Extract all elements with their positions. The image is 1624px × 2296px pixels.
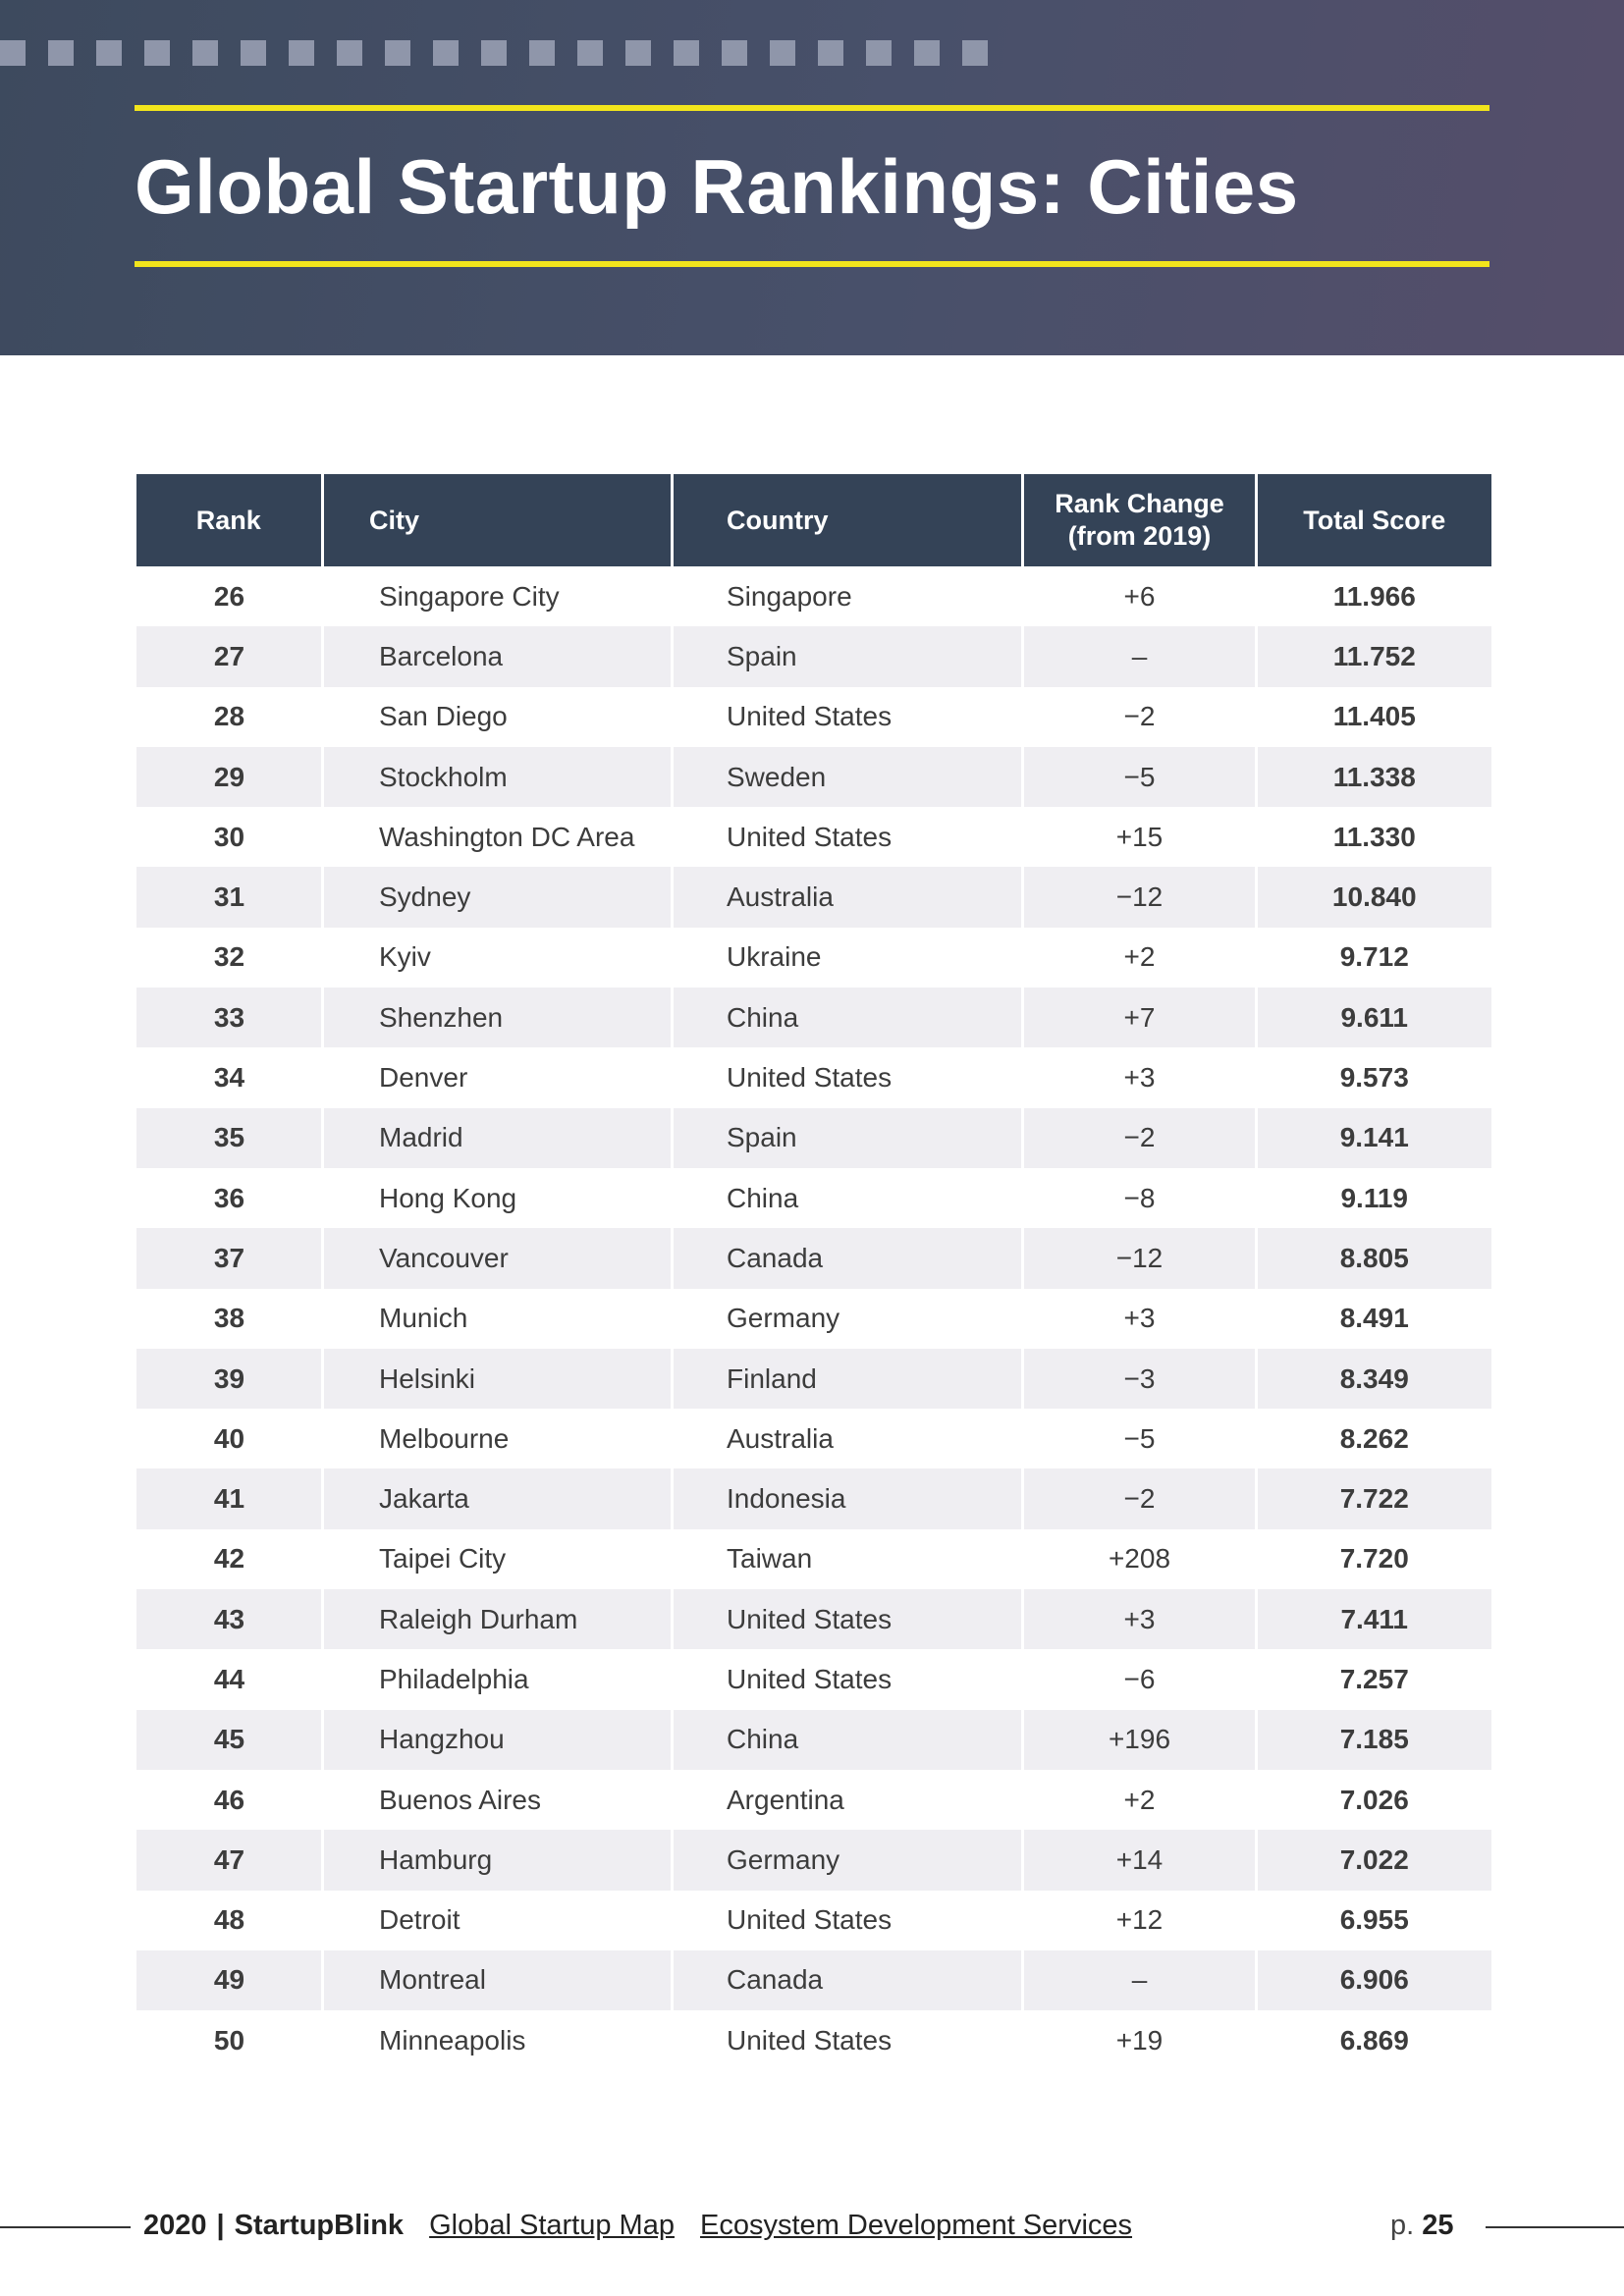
- footer: [143, 2208, 1132, 2243]
- decorative-square: [962, 40, 988, 66]
- total-score-cell: 9.119: [1340, 1182, 1409, 1213]
- city-cell: Vancouver: [323, 1228, 673, 1288]
- total-score-cell: 7.185: [1257, 1710, 1491, 1770]
- total-score-cell: 7.257: [1339, 1663, 1409, 1694]
- country-cell: Canada: [673, 1228, 1023, 1288]
- rank-cell: 34: [213, 1062, 245, 1094]
- country-cell: United States: [727, 1904, 893, 1936]
- rank-change-sublabel: (from 2019): [1067, 521, 1212, 551]
- footer-brand: StartupBlink: [234, 2210, 405, 2241]
- rank-cell: 32: [213, 941, 245, 973]
- total-score-cell: 11.338: [1257, 747, 1491, 807]
- country-cell: Spain: [673, 626, 1023, 686]
- city-cell: Melbourne: [379, 1422, 510, 1454]
- rank-cell: 28: [213, 701, 245, 732]
- city-cell: Raleigh Durham: [323, 1589, 673, 1649]
- rank-change-cell: +6: [1123, 580, 1156, 612]
- decorative-square: [433, 40, 459, 66]
- column-header-rank: Rank: [136, 474, 323, 566]
- table-row: [136, 1409, 1491, 1468]
- rank-cell: 38: [213, 1303, 245, 1334]
- rank-change-cell: +14: [1023, 1830, 1257, 1890]
- rank-change-label: Rank Change: [1055, 489, 1224, 518]
- total-score-cell: 6.869: [1339, 2024, 1409, 2056]
- country-cell: United States: [727, 701, 893, 732]
- rank-cell: 41: [136, 1468, 323, 1528]
- decorative-square: [96, 40, 122, 66]
- rank-change-cell: +2: [1123, 1784, 1156, 1815]
- city-cell: Denver: [379, 1062, 468, 1094]
- footer-rule-right: [1486, 2226, 1624, 2228]
- rank-cell: 44: [213, 1663, 245, 1694]
- total-score-cell: 9.141: [1257, 1108, 1491, 1168]
- page-title: Global Startup Rankings: Cities: [135, 143, 1299, 230]
- page-number: [1390, 2208, 1454, 2243]
- table-row: [136, 988, 1491, 1047]
- decorative-square: [337, 40, 362, 66]
- decorative-square: [866, 40, 892, 66]
- table-row: [136, 687, 1491, 747]
- total-score-cell: 7.411: [1257, 1589, 1491, 1649]
- ecosystem-development-services-link[interactable]: Ecosystem Development Services: [700, 2210, 1133, 2241]
- rank-cell: 40: [213, 1422, 245, 1454]
- column-header-total-score: Total Score: [1257, 474, 1491, 566]
- country-cell: Germany: [727, 1303, 840, 1334]
- city-cell: Hamburg: [323, 1830, 673, 1890]
- decorative-square: [770, 40, 795, 66]
- column-header-rank-change: [1023, 474, 1257, 566]
- total-score-cell: 7.026: [1339, 1784, 1409, 1815]
- country-cell: Spain: [673, 1108, 1023, 1168]
- total-score-cell: 6.906: [1257, 1950, 1491, 2010]
- table-row: [136, 1649, 1491, 1709]
- city-cell: Shenzhen: [323, 988, 673, 1047]
- city-cell: Barcelona: [323, 626, 673, 686]
- table-row: [136, 867, 1491, 927]
- rank-cell: 33: [136, 988, 323, 1047]
- total-score-cell: 8.262: [1339, 1422, 1409, 1454]
- rank-cell: 47: [136, 1830, 323, 1890]
- country-cell: China: [727, 1182, 799, 1213]
- column-header-country: Country: [673, 474, 1023, 566]
- total-score-cell: 8.805: [1257, 1228, 1491, 1288]
- country-cell: United States: [673, 1589, 1023, 1649]
- country-cell: China: [673, 1710, 1023, 1770]
- table-row: [136, 1349, 1491, 1409]
- total-score-cell: 11.330: [1332, 821, 1416, 852]
- decorative-square: [529, 40, 555, 66]
- table-row: [136, 1529, 1491, 1589]
- rank-cell: 49: [136, 1950, 323, 2010]
- decorative-square: [144, 40, 170, 66]
- total-score-cell: 10.840: [1257, 867, 1491, 927]
- rank-change-cell: −5: [1023, 747, 1257, 807]
- total-score-cell: 9.573: [1339, 1062, 1409, 1094]
- decorative-square: [48, 40, 74, 66]
- decorative-square: [0, 40, 26, 66]
- global-startup-map-link[interactable]: Global Startup Map: [429, 2210, 675, 2241]
- rank-change-cell: +7: [1023, 988, 1257, 1047]
- table-row: [136, 1168, 1491, 1228]
- decorative-square: [289, 40, 314, 66]
- page-number-prefix: p.: [1390, 2210, 1415, 2241]
- decorative-square: [192, 40, 218, 66]
- table-row: [136, 566, 1491, 626]
- country-cell: Australia: [673, 867, 1023, 927]
- table-row: [136, 1289, 1491, 1349]
- total-score-cell: 9.712: [1339, 941, 1409, 973]
- city-cell: Hangzhou: [323, 1710, 673, 1770]
- table-row: [136, 1830, 1491, 1890]
- rank-change-cell: −6: [1123, 1663, 1156, 1694]
- city-cell: Madrid: [323, 1108, 673, 1168]
- rank-change-cell: +2: [1123, 941, 1156, 973]
- rank-cell: 42: [213, 1543, 245, 1575]
- country-cell: Sweden: [673, 747, 1023, 807]
- decorative-squares: [0, 40, 988, 66]
- country-cell: Germany: [673, 1830, 1023, 1890]
- city-cell: Montreal: [323, 1950, 673, 2010]
- decorative-square: [674, 40, 699, 66]
- rank-cell: 43: [136, 1589, 323, 1649]
- total-score-cell: 8.491: [1339, 1303, 1409, 1334]
- city-cell: Kyiv: [379, 941, 431, 973]
- rank-cell: 31: [136, 867, 323, 927]
- country-cell: Argentina: [727, 1784, 844, 1815]
- title-rule-top: [135, 105, 1489, 111]
- rank-change-cell: +3: [1023, 1589, 1257, 1649]
- rank-cell: 37: [136, 1228, 323, 1288]
- rank-cell: 46: [213, 1784, 245, 1815]
- country-cell: China: [673, 988, 1023, 1047]
- rank-cell: 45: [136, 1710, 323, 1770]
- city-cell: Washington DC Area: [379, 821, 635, 852]
- rank-change-cell: +196: [1023, 1710, 1257, 1770]
- total-score-cell: 6.955: [1339, 1904, 1409, 1936]
- country-cell: Australia: [727, 1422, 834, 1454]
- total-score-cell: 11.405: [1332, 701, 1416, 732]
- table-header-row: [136, 474, 1491, 566]
- city-cell: Sydney: [323, 867, 673, 927]
- city-cell: Philadelphia: [379, 1663, 529, 1694]
- table-row: [136, 626, 1491, 686]
- footer-rule-left: [0, 2226, 131, 2228]
- rank-cell: 48: [213, 1904, 245, 1936]
- total-score-cell: 7.722: [1257, 1468, 1491, 1528]
- rank-cell: 39: [136, 1349, 323, 1409]
- rank-change-cell: –: [1023, 1950, 1257, 2010]
- country-cell: United States: [727, 1663, 893, 1694]
- table-body: [136, 566, 1491, 2070]
- city-cell: Hong Kong: [379, 1182, 517, 1213]
- table-row: [136, 747, 1491, 807]
- rank-change-cell: −8: [1123, 1182, 1156, 1213]
- decorative-square: [481, 40, 507, 66]
- rank-cell: 36: [213, 1182, 245, 1213]
- rankings-table: [135, 474, 1491, 2070]
- header-banner: [0, 0, 1624, 355]
- rank-cell: 50: [213, 2024, 245, 2056]
- table-row: [136, 1950, 1491, 2010]
- city-cell: Munich: [379, 1303, 468, 1334]
- table-row: [136, 1468, 1491, 1528]
- decorative-square: [577, 40, 603, 66]
- country-cell: United States: [727, 2024, 893, 2056]
- total-score-cell: 11.752: [1257, 626, 1491, 686]
- rank-change-cell: +3: [1123, 1303, 1156, 1334]
- total-score-cell: 9.611: [1257, 988, 1491, 1047]
- rank-change-cell: +208: [1108, 1543, 1171, 1575]
- decorative-square: [818, 40, 843, 66]
- table-row: [136, 1228, 1491, 1288]
- city-cell: Detroit: [379, 1904, 460, 1936]
- decorative-square: [385, 40, 410, 66]
- rank-cell: 27: [136, 626, 323, 686]
- rank-cell: 30: [213, 821, 245, 852]
- rank-change-cell: –: [1023, 626, 1257, 686]
- country-cell: United States: [727, 821, 893, 852]
- rank-cell: 29: [136, 747, 323, 807]
- table-row: [136, 1891, 1491, 1950]
- city-cell: Taipei City: [379, 1543, 507, 1575]
- rank-change-cell: −3: [1023, 1349, 1257, 1409]
- country-cell: Indonesia: [673, 1468, 1023, 1528]
- city-cell: Buenos Aires: [379, 1784, 541, 1815]
- country-cell: Taiwan: [727, 1543, 813, 1575]
- rank-change-cell: +12: [1115, 1904, 1164, 1936]
- column-header-city: City: [323, 474, 673, 566]
- total-score-cell: 11.966: [1332, 580, 1416, 612]
- total-score-cell: 7.022: [1257, 1830, 1491, 1890]
- rank-cell: 26: [213, 580, 245, 612]
- rank-change-cell: +3: [1123, 1062, 1156, 1094]
- rank-change-cell: −12: [1023, 1228, 1257, 1288]
- decorative-square: [722, 40, 747, 66]
- rank-change-cell: −2: [1023, 1468, 1257, 1528]
- table-row: [136, 928, 1491, 988]
- rank-change-cell: −5: [1123, 1422, 1156, 1454]
- city-cell: Minneapolis: [379, 2024, 526, 2056]
- table-row: [136, 807, 1491, 867]
- city-cell: San Diego: [379, 701, 508, 732]
- decorative-square: [241, 40, 266, 66]
- rank-change-cell: +19: [1115, 2024, 1164, 2056]
- decorative-square: [625, 40, 651, 66]
- rank-change-cell: −2: [1123, 701, 1156, 732]
- total-score-cell: 7.720: [1339, 1543, 1409, 1575]
- table-row: [136, 2010, 1491, 2070]
- city-cell: Helsinki: [323, 1349, 673, 1409]
- city-cell: Stockholm: [323, 747, 673, 807]
- country-cell: United States: [727, 1062, 893, 1094]
- country-cell: Singapore: [727, 580, 852, 612]
- rank-change-cell: −2: [1023, 1108, 1257, 1168]
- city-cell: Singapore City: [379, 580, 560, 612]
- table-row: [136, 1108, 1491, 1168]
- page-number-value: 25: [1422, 2210, 1454, 2241]
- table-row: [136, 1710, 1491, 1770]
- title-rule-bottom: [135, 261, 1489, 267]
- table-row: [136, 1589, 1491, 1649]
- rank-cell: 35: [136, 1108, 323, 1168]
- rank-change-cell: +15: [1115, 821, 1164, 852]
- country-cell: Ukraine: [727, 941, 822, 973]
- table-row: [136, 1047, 1491, 1107]
- city-cell: Jakarta: [323, 1468, 673, 1528]
- footer-separator: |: [216, 2210, 225, 2241]
- decorative-square: [914, 40, 940, 66]
- table-row: [136, 1770, 1491, 1830]
- country-cell: Finland: [673, 1349, 1023, 1409]
- country-cell: Canada: [673, 1950, 1023, 2010]
- footer-year: 2020: [143, 2210, 207, 2241]
- total-score-cell: 8.349: [1257, 1349, 1491, 1409]
- rank-change-cell: −12: [1023, 867, 1257, 927]
